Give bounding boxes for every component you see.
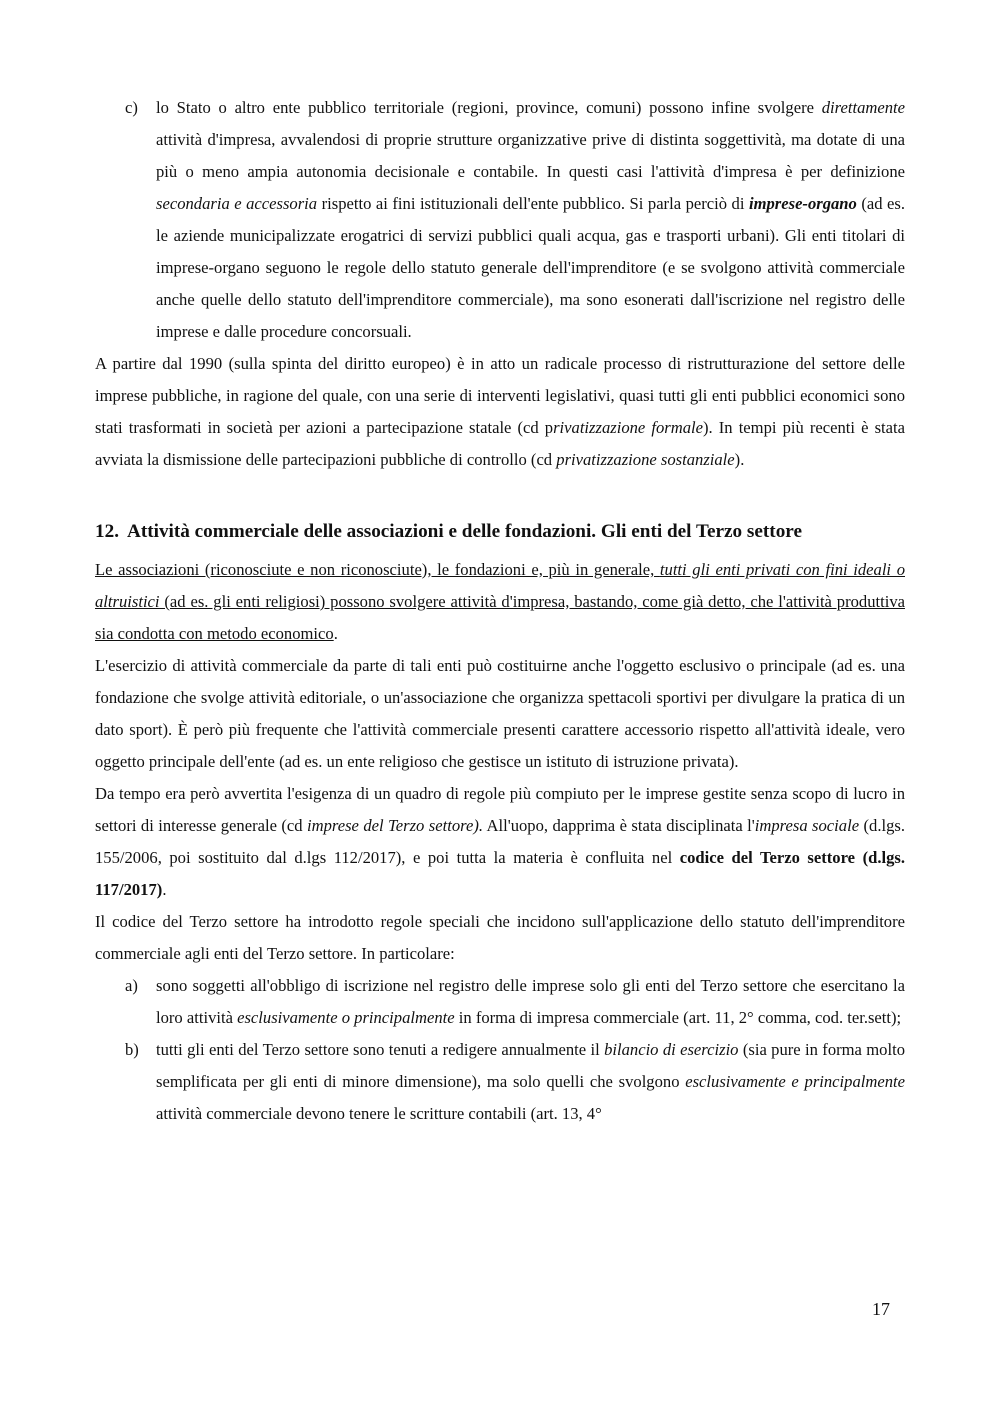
text-run: attività d'impresa, avvalendosi di proprie strutture organizzative prive di distinta soggettività, ma dotate di una più o meno ampia autonomia decisionale e contabile. In questi casi l'attività d'impresa è per definizione (156, 130, 905, 181)
list-marker-c: c) (125, 98, 138, 117)
italic-run: esclusivamente o principalmente (237, 1008, 455, 1027)
paragraph-associazioni (95, 554, 905, 650)
section-title: Attività commerciale delle associazioni e delle fondazioni. Gli enti del Terzo settore (126, 521, 802, 542)
italic-run: imprese del Terzo settore). (307, 816, 483, 835)
text-run: Il codice del Terzo settore ha introdotto regole speciali che incidono sull'applicazione dello statuto dell'imprenditore commerciale agli enti del Terzo settore. In particolare: (95, 912, 905, 963)
underlined-italic-run: tutti gli enti privati con fini ideali o altruistici (95, 560, 905, 611)
text-run: All'uopo, dapprima è stata disciplinata l' (483, 816, 755, 835)
italic-run: secondaria e accessoria (156, 194, 318, 213)
underlined-run: Le associazioni (riconosciute e non riconosciute), le fondazioni e, più in generale, (95, 560, 660, 579)
italic-run: direttamente (821, 98, 905, 117)
list-item-c (95, 92, 905, 348)
bold-italic-run: imprese-organo (748, 194, 857, 213)
bold-run: codice del Terzo settore (d.lgs. 117/2017) (95, 848, 905, 899)
italic-run: rivatizzazione formale (553, 418, 703, 437)
text-run: . (162, 880, 167, 899)
italic-run: bilancio di esercizio (604, 1040, 739, 1059)
text-run: (sia pure in forma molto semplificata per gli enti di minore dimensione), ma solo quelli che svolgono (156, 1040, 905, 1091)
list-item-b (95, 1034, 905, 1130)
italic-run: impresa sociale (754, 816, 860, 835)
text-run: A partire dal 1990 (sulla spinta del diritto europeo) è in atto un radicale processo di ristrutturazione del settore delle imprese pubbliche, in ragione del quale, con una serie di interventi legislativi, quasi tutti gli enti pubblici economici sono stati trasformati in società per azioni a partecipazione statale (cd p (95, 354, 905, 437)
text-run: rispetto ai fini istituzionali dell'ente pubblico. Si parla perciò di (317, 194, 749, 213)
paragraph-esercizio (95, 650, 905, 778)
page-number: 17 (872, 1299, 890, 1319)
italic-run: privatizzazione sostanziale (556, 450, 735, 469)
list-marker-b: b) (125, 1040, 139, 1059)
text-run: L'esercizio di attività commerciale da parte di tali enti può costituirne anche l'oggetto esclusivo o principale (ad es. una fondazione che svolge attività editoriale, o un'associazione che organizza spettacoli sportivi per divulgare la pratica di un dato sport). È però più frequente che l'attività commerciale presenti carattere accessorio rispetto all'attività ideale, vero oggetto principale dell'ente (ad es. un ente religioso che gestisce un istituto di istruzione privata). (95, 656, 905, 771)
text-run: (ad es. le aziende municipalizzate erogatrici di servizi pubblici quali acqua, gas e trasporti urbani). Gli enti titolari di imprese-organo seguono le regole dello statuto generale dell'imprenditore (e se svolgono attività commerciale anche quelle dello statuto dell'imprenditore commerciale), ma sono esonerati dall'iscrizione nel registro delle imprese e dalle procedure concorsuali. (156, 194, 906, 341)
text-run: ). In tempi più recenti è stata avviata la dismissione delle partecipazioni pubbliche di controllo (cd (95, 418, 905, 469)
italic-run: esclusivamente e principalmente (685, 1072, 905, 1091)
paragraph-privatizzazione (95, 348, 905, 476)
section-number: 12. (95, 521, 119, 542)
text-run: tutti gli enti del Terzo settore sono tenuti a redigere annualmente il (156, 1040, 605, 1059)
page-body (95, 92, 905, 1130)
text-run: Da tempo era però avvertita l'esigenza di un quadro di regole più compiuto per le imprese gestite senza scopo di lucro in settori di interesse generale (cd (95, 784, 905, 835)
text-run: (d.lgs. 155/2006, poi sostituito dal d.lgs 112/2017), e poi tutta la materia è confluita nel (95, 816, 905, 867)
list-item-a (95, 970, 905, 1034)
text-run: . (333, 624, 338, 643)
text-run: ). (734, 450, 745, 469)
underlined-run: (ad es. gli enti religiosi) possono svolgere attività d'impresa, bastando, come già detto, che l'attività produttiva sia condotta con metodo economico (95, 592, 905, 643)
text-run: lo Stato o altro ente pubblico territoriale (regioni, province, comuni) possono infine svolgere (156, 98, 822, 117)
text-run: in forma di impresa commerciale (art. 11, 2° comma, cod. ter.sett); (454, 1008, 902, 1027)
section-heading (95, 518, 905, 546)
list-marker-a: a) (125, 976, 138, 995)
text-run: sono soggetti all'obbligo di iscrizione nel registro delle imprese solo gli enti del Terzo settore che esercitano la loro attività (156, 976, 905, 1027)
paragraph-codice (95, 906, 905, 970)
text-run: attività commerciale devono tenere le scritture contabili (art. 13, 4° (156, 1104, 602, 1123)
paragraph-terzo-settore (95, 778, 905, 906)
